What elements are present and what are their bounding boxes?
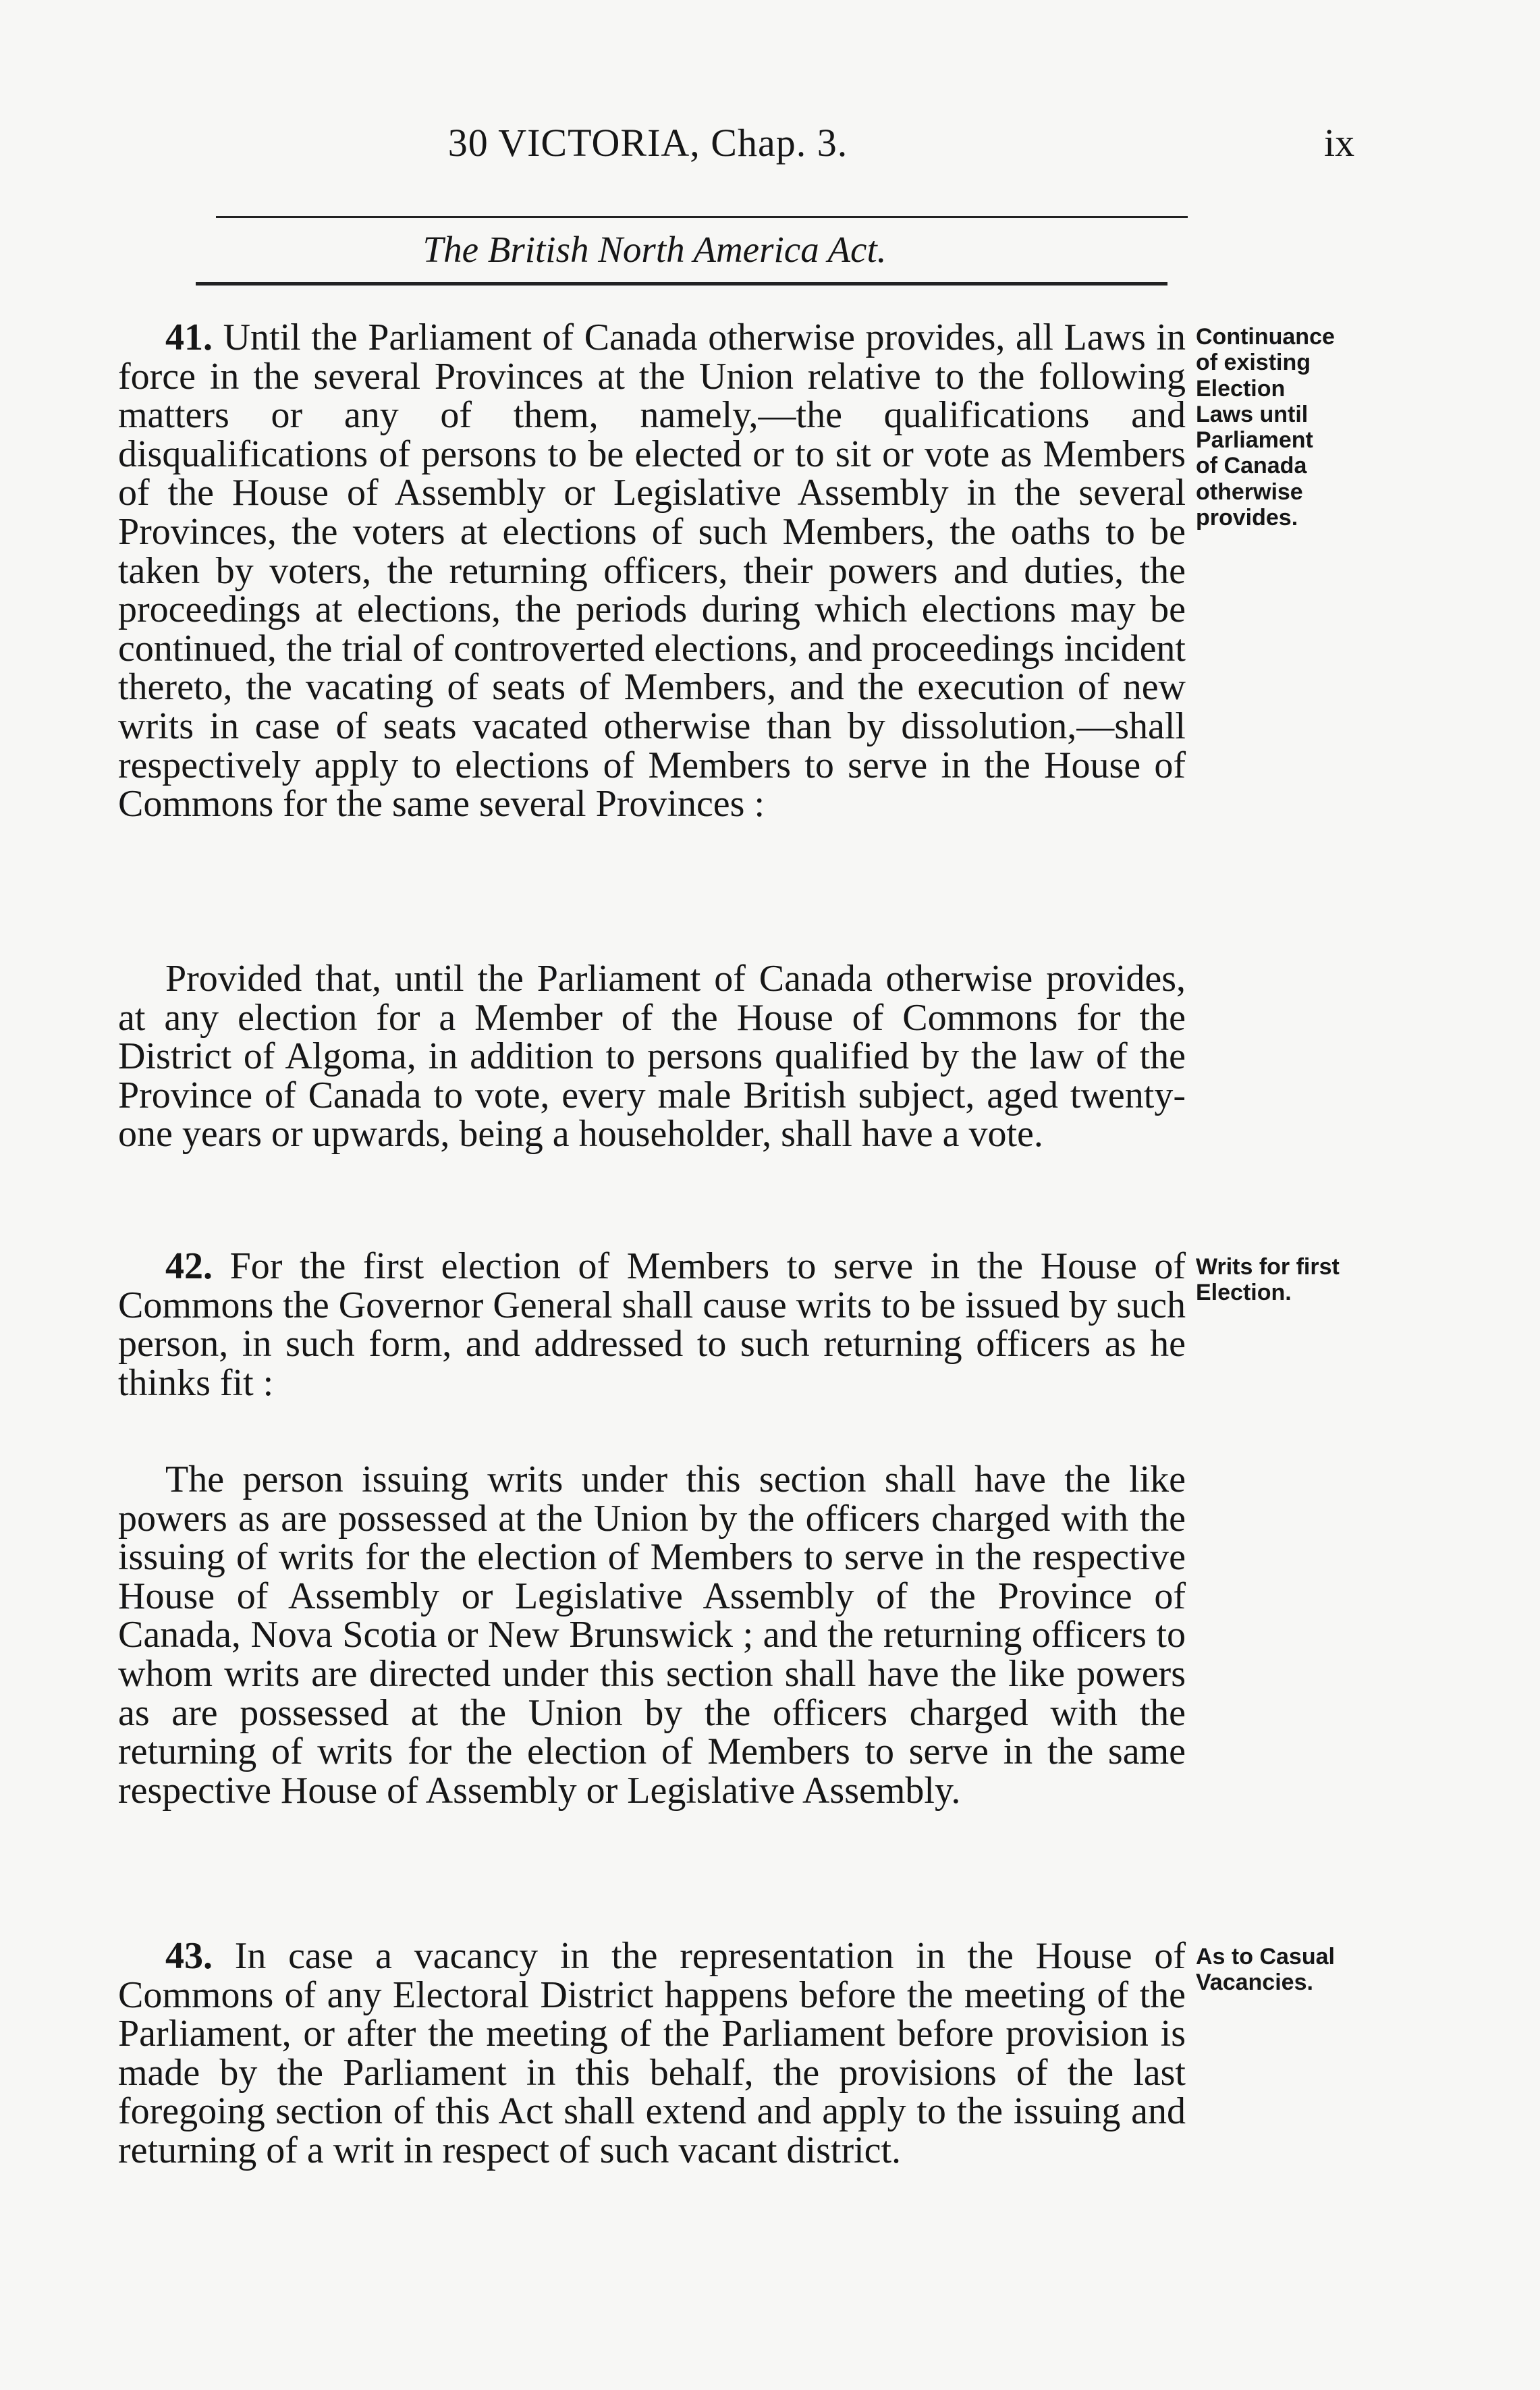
act-title: The British North America Act. [422,229,887,270]
marginal-note-42: Writs for first Election. [1196,1254,1340,1306]
marginal-note-41: Continuance of existing Election Laws until Parliament of Canada otherwise provides. [1196,324,1335,531]
section-42-number: 42. [165,1245,213,1287]
marginal-note-43: As to Casual Vacancies. [1196,1944,1335,1996]
section-41-number: 41. [165,317,213,358]
header-rule-top [216,216,1188,218]
section-42-proviso: The person issuing writs under this section shall have the like powers as are possessed at the Union by the officers charged with the issuing of writs for the election of Members to serve in the respective House of Assembly or Legislative Assembly of the Province of Canada, Nova Scotia or New Brunswick ; and the returning officers to whom writs are directed under this section shall have the like powers as are possessed at the Union by the officers charged with the returning of writs for the election of Members to serve in the same respective House of Assembly or Legislative Assembly. [118,1459,1186,1812]
section-41-text: Until the Parliament of Canada otherwise provides, all Laws in force in the several Provinces at the Union relative to the following matters or any of them, namely,—the qualifications and disqualifications of persons to be elected or to sit or vote as Members of the House of Assembly or Legislative Assembly in the several Provinces, the voters at elections of such Members, the oaths to be taken by voters, the returning officers, their powers and duties, the proceedings at elections, the periods during which elections may be continued, the trial of controverted elections, and proceedings incident thereto, the vacating of seats of Members, and the execution of new writs in case of seats vacated otherwise than by dissolution,—shall respectively apply to elections of Members to serve in the House of Commons for the same several Provinces : [118,317,1186,825]
section-43-number: 43. [165,1935,213,1977]
page-number: ix [1324,121,1355,165]
section-41-proviso: Provided that, until the Parliament of Canada otherwise provides, at any election for a Member of the House of Commons for the District of Algoma, in addition to persons qualified by the law of the Province of Canada to vote, every male British subject, aged twenty-one years or upwards, being a householder, shall have a vote. [118,958,1186,1156]
section-43-text: In case a vacancy in the representation in the House of Commons of any Electoral District happens before the meeting of the Parliament, or after the meeting of the Parliament before provision is made by the Parliament in this behalf, the provisions of the last foregoing section of this Act shall extend and apply to the issuing and returning of a writ in respect of such vacant district. [118,1935,1186,2171]
header-rule-bottom [196,282,1167,286]
section-41-body [118,319,1186,824]
section-42-text: For the first election of Members to serve in the House of Commons the Governor General shall cause writs to be issued by such person, in such form, and addressed to such returning officers as he thinks fit : [118,1245,1186,1404]
section-43-body [118,1937,1186,2171]
section-42-body [118,1247,1186,1403]
running-title: 30 VICTORIA, Chap. 3. [447,121,848,165]
